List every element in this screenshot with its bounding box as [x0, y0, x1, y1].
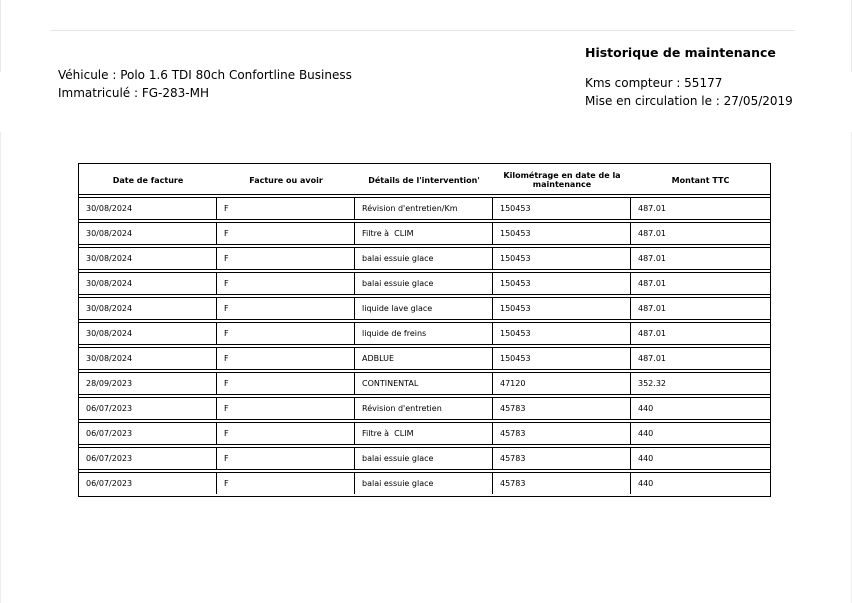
cell-amount: 487.01 [631, 222, 770, 245]
cell-mileage: 150453 [493, 347, 631, 370]
cell-amount: 440 [631, 422, 770, 445]
cell-mileage: 45783 [493, 422, 631, 445]
odometer-reading: Kms compteur : 55177 [585, 76, 723, 90]
cell-intervention: CONTINENTAL [355, 372, 493, 395]
cell-invoice-type: F [217, 247, 355, 270]
cell-intervention: Filtre à CLIM [355, 422, 493, 445]
cell-intervention: balai essuie glace [355, 272, 493, 295]
vehicle-plate: Immatriculé : FG-283-MH [58, 86, 209, 100]
cell-amount: 440 [631, 397, 770, 420]
cell-invoice-type: F [217, 322, 355, 345]
cell-invoice-date: 30/08/2024 [79, 297, 217, 320]
cell-mileage: 150453 [493, 222, 631, 245]
cell-invoice-date: 06/07/2023 [79, 422, 217, 445]
table-row [79, 422, 770, 445]
cell-invoice-date: 30/08/2024 [79, 247, 217, 270]
cell-invoice-type: F [217, 197, 355, 220]
cell-mileage: 47120 [493, 372, 631, 395]
table-row [79, 372, 770, 395]
cell-amount: 440 [631, 472, 770, 494]
vehicle-model: Véhicule : Polo 1.6 TDI 80ch Confortline Business [58, 68, 352, 82]
column-header-amount: Montant TTC [631, 166, 770, 195]
cell-mileage: 45783 [493, 447, 631, 470]
cell-mileage: 45783 [493, 397, 631, 420]
cell-invoice-type: F [217, 397, 355, 420]
cell-intervention: balai essuie glace [355, 447, 493, 470]
cell-invoice-type: F [217, 422, 355, 445]
cell-invoice-date: 30/08/2024 [79, 347, 217, 370]
cell-amount: 440 [631, 447, 770, 470]
table-row [79, 222, 770, 245]
cell-invoice-type: F [217, 222, 355, 245]
cell-intervention: Révision d'entretien [355, 397, 493, 420]
cell-intervention: balai essuie glace [355, 247, 493, 270]
cell-mileage: 150453 [493, 322, 631, 345]
page-edge-left-top [0, 0, 1, 72]
cell-invoice-date: 30/08/2024 [79, 272, 217, 295]
cell-invoice-date: 06/07/2023 [79, 397, 217, 420]
table-row [79, 447, 770, 470]
cell-invoice-date: 30/08/2024 [79, 322, 217, 345]
cell-invoice-type: F [217, 347, 355, 370]
top-divider [50, 30, 795, 31]
cell-amount: 487.01 [631, 322, 770, 345]
cell-invoice-type: F [217, 372, 355, 395]
cell-invoice-type: F [217, 272, 355, 295]
table-row [79, 347, 770, 370]
cell-mileage: 150453 [493, 247, 631, 270]
table-row [79, 397, 770, 420]
cell-invoice-date: 06/07/2023 [79, 472, 217, 494]
cell-intervention: ADBLUE [355, 347, 493, 370]
cell-intervention: Filtre à CLIM [355, 222, 493, 245]
cell-amount: 487.01 [631, 197, 770, 220]
table-row [79, 297, 770, 320]
cell-invoice-type: F [217, 472, 355, 494]
cell-amount: 487.01 [631, 247, 770, 270]
cell-invoice-date: 30/08/2024 [79, 222, 217, 245]
cell-intervention: liquide de freins [355, 322, 493, 345]
table-row [79, 322, 770, 345]
registration-date: Mise en circulation le : 27/05/2019 [585, 94, 793, 108]
cell-mileage: 45783 [493, 472, 631, 494]
page-edge-left-bottom [0, 132, 1, 603]
cell-intervention: balai essuie glace [355, 472, 493, 494]
vehicle-info [58, 66, 352, 102]
table-row [79, 472, 770, 494]
table-row [79, 197, 770, 220]
page-title: Historique de maintenance [585, 45, 776, 60]
cell-invoice-date: 28/09/2023 [79, 372, 217, 395]
cell-amount: 352.32 [631, 372, 770, 395]
maintenance-table [78, 163, 771, 497]
cell-amount: 487.01 [631, 272, 770, 295]
cell-invoice-type: F [217, 447, 355, 470]
cell-invoice-date: 30/08/2024 [79, 197, 217, 220]
cell-intervention: liquide lave glace [355, 297, 493, 320]
table-header-row [79, 166, 770, 195]
table-row [79, 247, 770, 270]
maintenance-header [585, 44, 793, 110]
column-header-invoice-type: Facture ou avoir [217, 166, 355, 195]
cell-mileage: 150453 [493, 197, 631, 220]
column-header-invoice-date: Date de facture [79, 166, 217, 195]
table-row [79, 272, 770, 295]
cell-mileage: 150453 [493, 297, 631, 320]
cell-amount: 487.01 [631, 347, 770, 370]
cell-invoice-date: 06/07/2023 [79, 447, 217, 470]
cell-invoice-type: F [217, 297, 355, 320]
cell-mileage: 150453 [493, 272, 631, 295]
column-header-mileage: Kilométrage en date de la maintenance [493, 166, 631, 195]
column-header-intervention: Détails de l'intervention' [355, 166, 493, 195]
cell-intervention: Révision d'entretien/Km [355, 197, 493, 220]
cell-amount: 487.01 [631, 297, 770, 320]
